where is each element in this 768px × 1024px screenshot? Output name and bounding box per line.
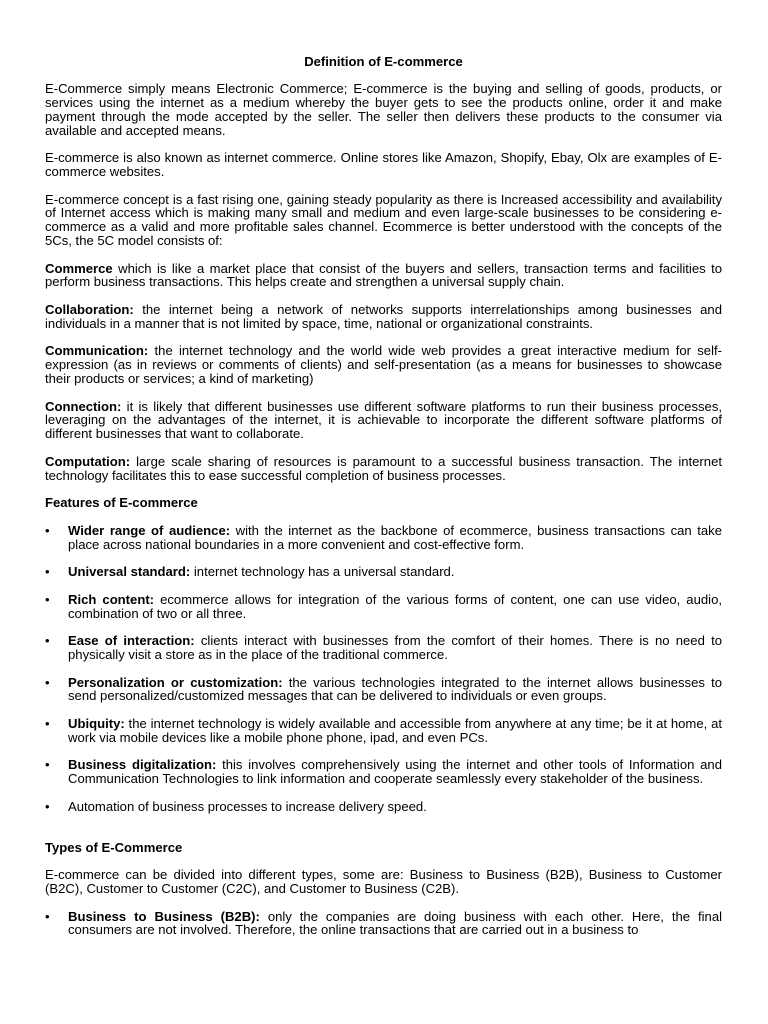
term-description: clients interact with businesses from the comfort of their homes. There is no need to physically visit a store as in the place of the traditional commerce. xyxy=(68,633,722,662)
bullet-icon: • xyxy=(45,564,50,580)
feature-item xyxy=(45,524,722,552)
five-c-computation xyxy=(45,455,722,483)
types-list xyxy=(45,910,722,938)
term-label: Ubiquity: xyxy=(68,715,125,731)
bullet-icon: • xyxy=(45,674,50,690)
feature-item xyxy=(45,676,722,704)
term-description: this involves comprehensively using the internet and other tools of Information and Communication Technologies to link information and cooperate seamlessly every stakeholder of the business. xyxy=(68,757,722,787)
features-heading: Features of E-commerce xyxy=(45,495,198,511)
types-heading: Types of E-Commerce xyxy=(45,839,183,855)
term-label: Connection: xyxy=(45,398,122,414)
term-label: Wider range of audience: xyxy=(68,522,231,538)
five-c-connection xyxy=(45,400,722,441)
term-description: Automation of business processes to increase delivery speed. xyxy=(68,798,427,814)
bullet-icon: • xyxy=(45,715,50,731)
five-c-collaboration xyxy=(45,303,722,331)
term-label: Rich content: xyxy=(68,591,155,607)
bullet-icon: • xyxy=(45,591,50,607)
term-description: which is like a market place that consist of the buyers and sellers, transaction terms and facilities to perform business transactions. This helps create and strengthen a universal supply chain. xyxy=(45,260,722,290)
bullet-icon: • xyxy=(45,757,50,773)
feature-item xyxy=(45,593,722,621)
feature-item xyxy=(45,800,722,814)
term-label: Collaboration: xyxy=(45,302,134,318)
five-c-communication xyxy=(45,344,722,385)
intro-paragraph: E-Commerce simply means Electronic Commerce; E-commerce is the buying and selling of goods, products, or services using the internet as a medium whereby the buyer gets to see the products online, order it and make payment through the mode accepted by the seller. The seller then delivers these products to the consumer via available and accepted means. xyxy=(45,81,722,138)
intro-paragraph: E-commerce is also known as internet commerce. Online stores like Amazon, Shopify, Ebay, Olx are examples of E-commerce websites. xyxy=(45,150,722,180)
term-label: Personalization or customization: xyxy=(68,674,283,690)
term-label: Universal standard: xyxy=(68,564,191,580)
term-description: ecommerce allows for integration of the various forms of content, one can use video, audio, combination of two or all three. xyxy=(68,591,722,621)
term-description: the internet technology is widely available and accessible from anywhere at any time; be it at home, at work via mobile devices like a mobile phone phone, ipad, and even PCs. xyxy=(68,715,722,745)
term-label: Ease of interaction: xyxy=(68,633,195,649)
term-description: the various technologies integrated to the internet allows businesses to send personalized/customized messages that can be delivered to individuals or even groups. xyxy=(68,674,722,704)
term-description: the internet technology and the world wide web provides a great interactive medium for self-expression (as in reviews or comments of clients) and self-presentation (as a means for businesses to showcase their products or services; a kind of marketing) xyxy=(45,343,722,387)
term-description: internet technology has a universal standard. xyxy=(190,564,455,580)
bullet-icon: • xyxy=(45,798,50,814)
types-intro-paragraph: E-commerce can be divided into different types, some are: Business to Business (B2B), Business to Customer (B2C), Customer to Customer (C2C), and Customer to Business (C2B). xyxy=(45,867,722,896)
document-title: Definition of E-commerce xyxy=(304,54,463,69)
bullet-icon: • xyxy=(45,522,50,538)
feature-item xyxy=(45,717,722,745)
term-label: Business digitalization: xyxy=(68,757,217,773)
five-c-commerce xyxy=(45,262,722,290)
term-description: the internet being a network of networks supports interrelationships among businesses and individuals in a manner that is not limited by space, time, national or organizational constraints. xyxy=(45,302,722,331)
feature-item xyxy=(45,634,722,662)
term-description: large scale sharing of resources is paramount to a successful business transaction. The internet technology facilitates this to ease successful completion of business processes. xyxy=(45,453,722,483)
term-label: Commerce xyxy=(45,260,113,276)
bullet-icon: • xyxy=(45,908,50,924)
bullet-icon: • xyxy=(45,633,50,649)
term-description: with the internet as the backbone of ecommerce, business transactions can take place across national boundaries in a more convenient and cost-effective form. xyxy=(68,522,722,552)
type-item xyxy=(45,910,722,938)
features-list xyxy=(45,524,722,814)
intro-paragraph: E-commerce concept is a fast rising one, gaining steady popularity as there is Increased accessibility and availability of Internet access which is making many small and medium and even large-scale businesses to be considering e-commerce as a valid and more profitable sales channel. Ecommerce is better understood with the concepts of the 5Cs, the 5C model consists of: xyxy=(45,191,722,249)
feature-item xyxy=(45,565,722,579)
term-label: Computation: xyxy=(45,453,131,469)
term-label: Business to Business (B2B): xyxy=(68,908,260,924)
term-description: only the companies are doing business with each other. Here, the final consumers are not involved. Therefore, the online transactions that are carried out in a business to xyxy=(68,908,723,938)
feature-item xyxy=(45,758,722,786)
term-description: it is likely that different businesses use different software platforms to run their business processes, leveraging on the advantages of the internet, it is achievable to incorporate the different software platforms of different businesses that want to collaborate. xyxy=(45,398,722,442)
term-label: Communication: xyxy=(45,343,149,359)
